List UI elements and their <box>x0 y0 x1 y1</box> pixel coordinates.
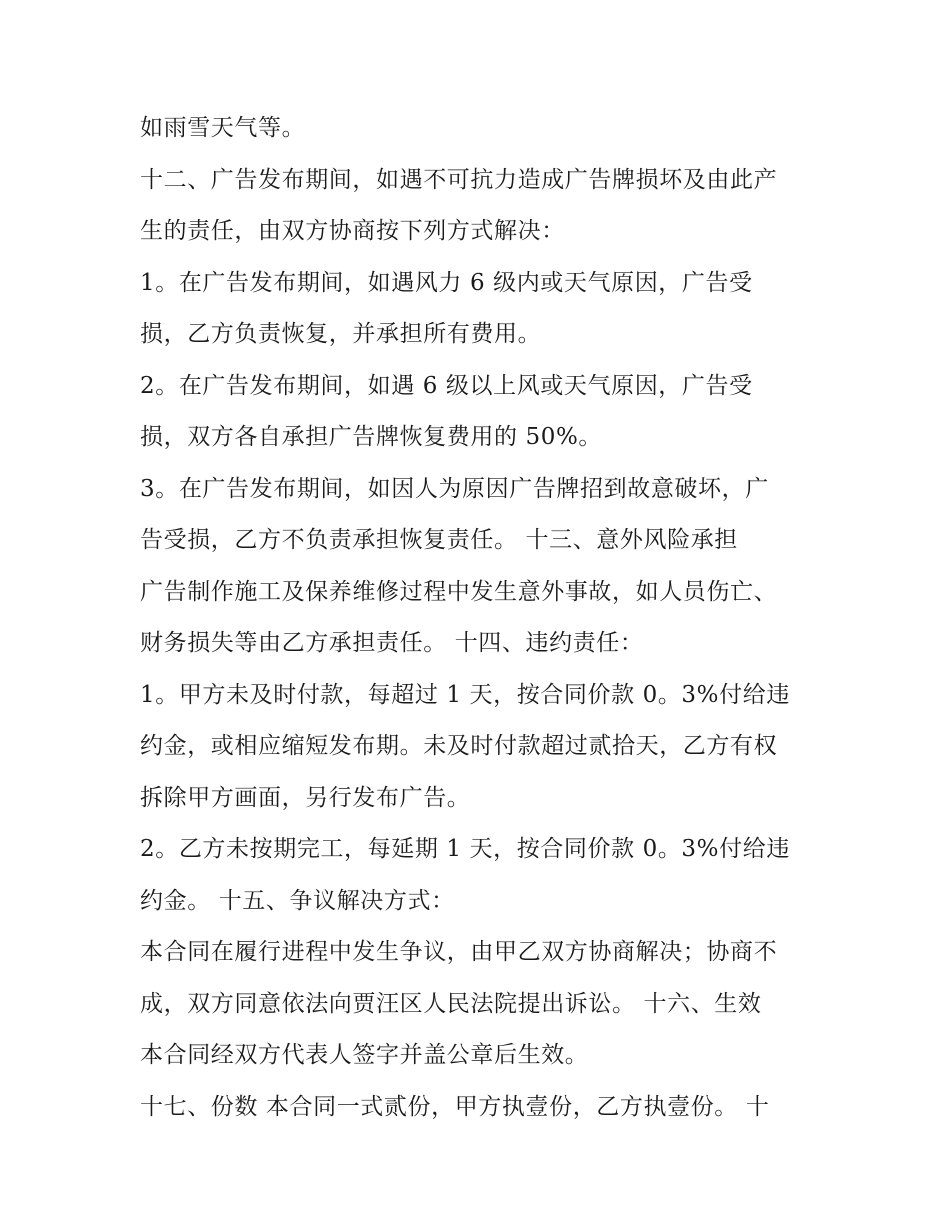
text-line: 约金，或相应缩短发布期。未及时付款超过贰拾天，乙方有权 <box>140 733 778 759</box>
contract-text <box>140 108 820 1138</box>
text-line: 本合同在履行进程中发生争议，由甲乙双方协商解决；协商不 <box>140 939 778 965</box>
text-line: 十二、广告发布期间，如遇不可抗力造成广告牌损坏及由此产 <box>140 166 778 193</box>
text-line: 十七、份数 本合同一式贰份，甲方执壹份，乙方执壹份。 十 <box>140 1093 770 1120</box>
text-line: 如雨雪天气等。 <box>140 115 306 141</box>
text-line: 1。在广告发布期间，如遇风力 6 级内或天气原因，广告受 <box>140 269 753 296</box>
text-line: 1。甲方未及时付款，每超过 1 天，按合同价款 0。3%付给违 <box>140 681 790 708</box>
text-line: 损，双方各自承担广告牌恢复费用的 50%。 <box>140 424 603 450</box>
text-line: 生的责任，由双方协商按下列方式解决： <box>140 218 565 244</box>
text-line: 2。在广告发布期间，如遇 6 级以上风或天气原因，广告受 <box>140 372 753 399</box>
text-line: 拆除甲方画面，另行发布广告。 <box>140 784 471 811</box>
text-line: 2。乙方未按期完工，每延期 1 天，按合同价款 0。3%付给违 <box>140 836 790 862</box>
text-line: 3。在广告发布期间，如因人为原因广告牌招到故意破坏，广 <box>140 475 769 502</box>
text-line: 本合同经双方代表人签字并盖公章后生效。 <box>140 1042 589 1068</box>
text-line: 财务损失等由乙方承担责任。 十四、违约责任： <box>140 630 644 656</box>
text-line: 成，双方同意依法向贾汪区人民法院提出诉讼。 十六、生效 <box>140 990 762 1017</box>
text-line: 广告制作施工及保养维修过程中发生意外事故，如人员伤亡、 <box>140 578 778 605</box>
text-line: 损，乙方负责恢复，并承担所有费用。 <box>140 321 542 347</box>
text-line: 约金。 十五、争议解决方式： <box>140 887 455 914</box>
text-line: 告受损，乙方不负责承担恢复责任。 十三、意外风险承担 <box>140 527 738 553</box>
